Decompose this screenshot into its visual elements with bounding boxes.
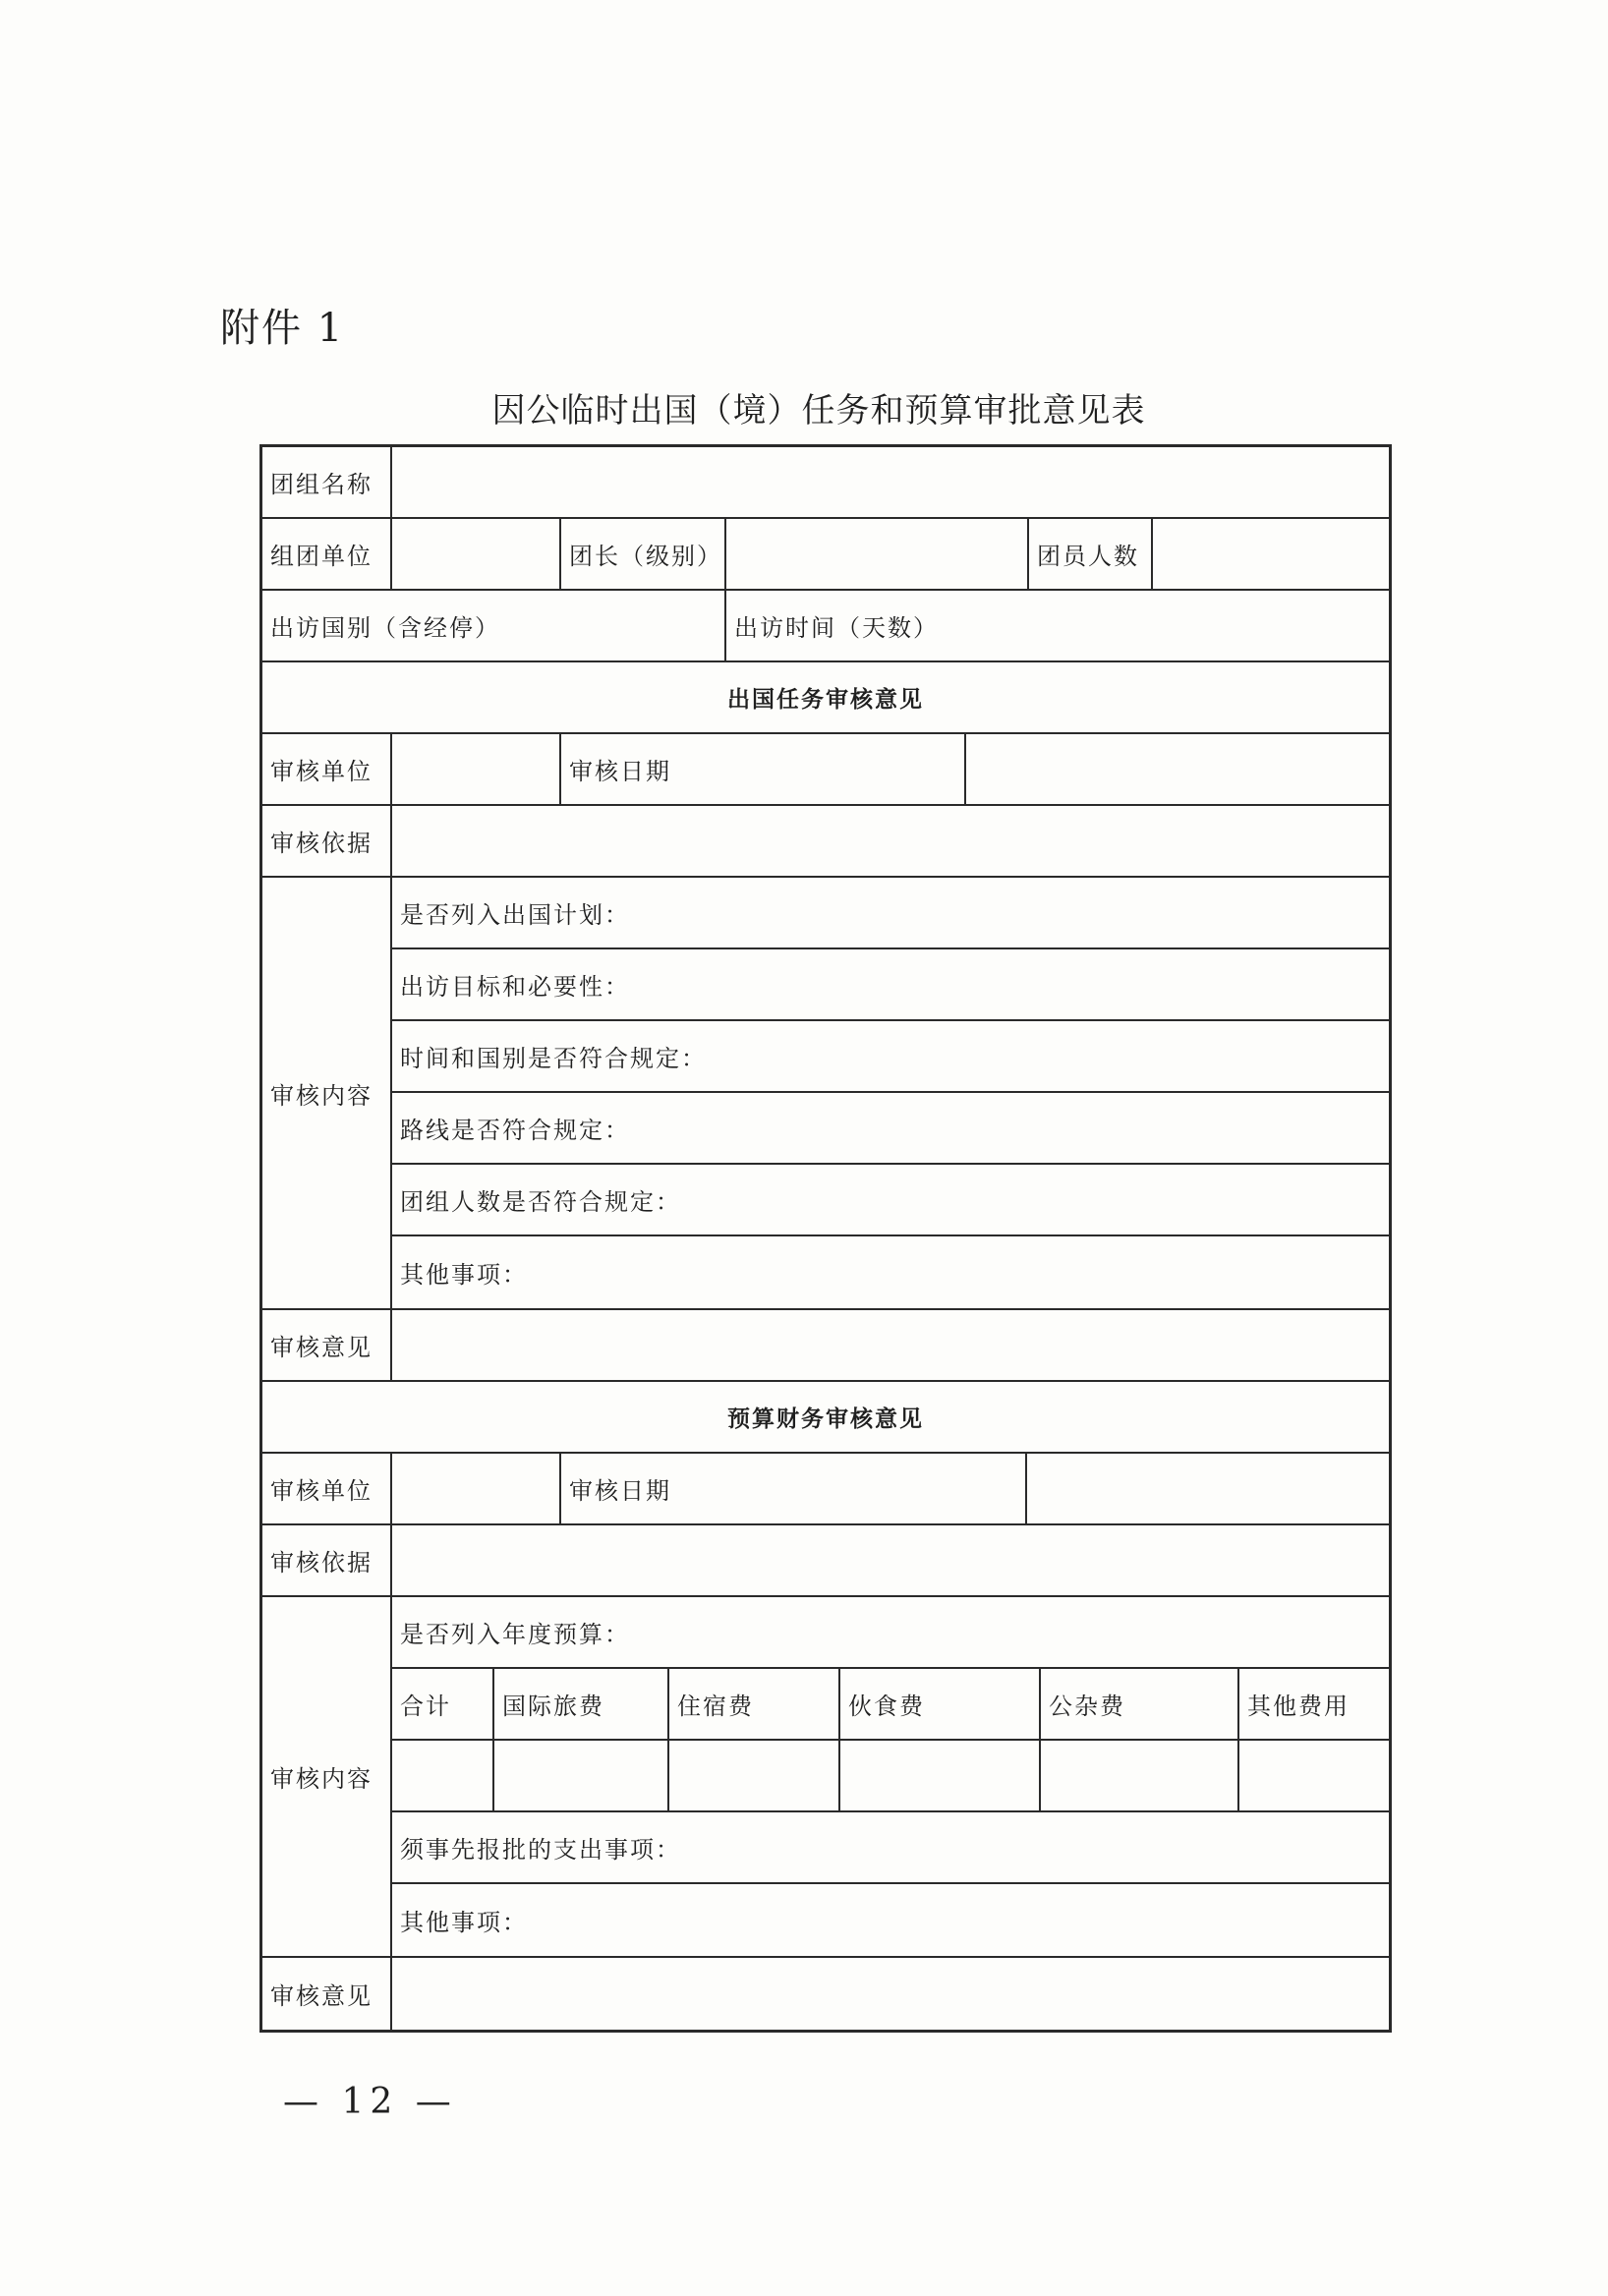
cost-header-other: 其他费用 (1247, 1693, 1350, 1720)
budget-item-in-annual-budget[interactable]: 是否列入年度预算： (400, 1621, 630, 1648)
page-number: — 12 — (283, 2082, 457, 2122)
task-review-content-block (262, 878, 1389, 1310)
row-org-unit (262, 519, 1389, 591)
field-group-name[interactable] (392, 447, 1389, 517)
field-task-review-unit[interactable] (392, 734, 561, 804)
label-task-review-unit: 审核单位 (262, 734, 392, 804)
label-budget-review-unit: 审核单位 (262, 1454, 392, 1523)
label-group-name: 团组名称 (262, 447, 392, 517)
budget-item-other[interactable]: 其他事项： (400, 1909, 528, 1936)
task-item-other[interactable]: 其他事项： (400, 1261, 528, 1289)
field-member-count[interactable] (1153, 519, 1389, 589)
label-task-review-content: 审核内容 (262, 878, 392, 1308)
label-org-unit: 组团单位 (262, 519, 392, 589)
cost-value-lodging[interactable] (669, 1741, 840, 1810)
row-task-review-basis (262, 806, 1389, 878)
field-task-review-basis[interactable] (392, 806, 1389, 876)
row-budget-review-opinion (262, 1958, 1389, 2030)
budget-review-content-block (262, 1597, 1389, 1958)
label-countries: 出访国别（含经停） (262, 591, 726, 660)
label-budget-review-date: 审核日期 (561, 1454, 1027, 1523)
row-task-review-opinion (262, 1310, 1389, 1382)
field-budget-review-opinion[interactable] (392, 1958, 1389, 2030)
cost-header-lodging: 住宿费 (669, 1669, 840, 1739)
field-budget-review-basis[interactable] (392, 1525, 1389, 1595)
row-budget-review-unit (262, 1454, 1389, 1525)
field-leader-level[interactable] (726, 519, 1029, 589)
label-member-count: 团员人数 (1029, 519, 1153, 589)
task-item-goal-necessity[interactable]: 出访目标和必要性： (400, 973, 630, 1001)
field-task-review-opinion[interactable] (392, 1310, 1389, 1380)
cost-value-row (392, 1741, 1389, 1812)
cost-header-intl-travel: 国际旅费 (494, 1669, 669, 1739)
approval-form-table (259, 444, 1392, 2033)
task-item-time-country[interactable]: 时间和国别是否符合规定： (400, 1045, 707, 1072)
field-org-unit[interactable] (392, 519, 561, 589)
cost-value-meals[interactable] (840, 1741, 1041, 1810)
label-duration: 出访时间（天数） (734, 614, 939, 642)
task-item-group-size[interactable]: 团组人数是否符合规定： (400, 1188, 681, 1216)
label-budget-review-opinion: 审核意见 (262, 1958, 392, 2030)
label-leader-level: 团长（级别） (561, 519, 726, 589)
label-budget-review-content: 审核内容 (262, 1597, 392, 1956)
budget-item-prior-approval[interactable]: 须事先报批的支出事项： (400, 1836, 681, 1864)
cost-header-row (392, 1669, 1389, 1741)
task-item-in-plan[interactable]: 是否列入出国计划： (400, 901, 630, 929)
row-task-review-unit (262, 734, 1389, 806)
budget-section-heading-row (262, 1382, 1389, 1454)
cost-value-other[interactable] (1239, 1741, 1389, 1810)
cost-header-total: 合计 (392, 1669, 494, 1739)
field-budget-review-unit[interactable] (392, 1454, 561, 1523)
cost-header-meals: 伙食费 (840, 1669, 1041, 1739)
cost-header-misc: 公杂费 (1041, 1669, 1239, 1739)
task-section-heading: 出国任务审核意见 (727, 686, 924, 713)
label-budget-review-basis: 审核依据 (262, 1525, 392, 1595)
row-budget-review-basis (262, 1525, 1389, 1597)
cost-value-misc[interactable] (1041, 1741, 1239, 1810)
label-task-review-basis: 审核依据 (262, 806, 392, 876)
field-budget-review-date[interactable] (1027, 1454, 1389, 1523)
attachment-label: 附件 1 (220, 306, 345, 351)
row-group-name (262, 447, 1389, 519)
cost-value-total[interactable] (392, 1741, 494, 1810)
field-task-review-date[interactable] (966, 734, 1389, 804)
task-item-route[interactable]: 路线是否符合规定： (400, 1117, 630, 1144)
task-section-heading-row (262, 662, 1389, 734)
label-task-review-date: 审核日期 (561, 734, 966, 804)
form-title: 因公临时出国（境）任务和预算审批意见表 (491, 391, 1146, 430)
row-countries-duration (262, 591, 1389, 662)
cost-value-intl-travel[interactable] (494, 1741, 669, 1810)
budget-section-heading: 预算财务审核意见 (727, 1406, 924, 1432)
label-task-review-opinion: 审核意见 (262, 1310, 392, 1380)
